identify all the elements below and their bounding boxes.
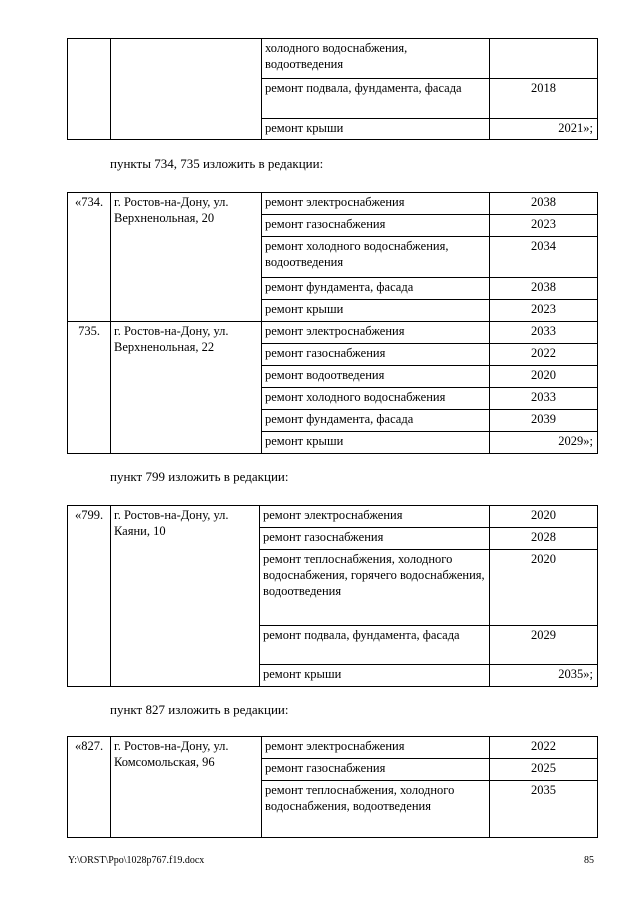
continuation-table: [67, 38, 598, 140]
work-cell: ремонт газоснабжения: [262, 344, 490, 366]
year-cell: [490, 39, 598, 79]
table-827: [67, 736, 598, 838]
table-row: [68, 193, 598, 215]
work-cell: ремонт электроснабжения: [262, 193, 490, 215]
work-cell: ремонт фундамента, фасада: [262, 410, 490, 432]
table-row: [68, 322, 598, 344]
year-cell: 2022: [490, 737, 598, 759]
work-cell: ремонт водоотведения: [262, 366, 490, 388]
work-cell: ремонт газоснабжения: [262, 215, 490, 237]
num-cell: 735.: [68, 322, 111, 454]
year-cell: 2021»;: [490, 119, 598, 140]
year-cell: 2023: [490, 300, 598, 322]
year-cell: 2034: [490, 237, 598, 278]
year-cell: 2038: [490, 278, 598, 300]
year-cell: 2033: [490, 322, 598, 344]
address-cell: г. Ростов-на-Дону, ул. Верхненольная, 22: [111, 322, 262, 454]
year-cell: 2039: [490, 410, 598, 432]
work-cell: ремонт электроснабжения: [260, 506, 490, 528]
year-cell: 2020: [490, 506, 598, 528]
num-cell: [68, 39, 111, 140]
paragraph-734-735: пункты 734, 735 изложить в редакции:: [110, 156, 324, 171]
work-cell: ремонт крыши: [262, 300, 490, 322]
year-cell: 2028: [490, 528, 598, 550]
work-cell: ремонт теплоснабжения, холодного водоснабжения, горячего водоснабжения, водоотведения: [260, 550, 490, 626]
year-cell: 2018: [490, 79, 598, 119]
work-cell: холодного водоснабжения, водоотведения: [262, 39, 490, 79]
work-cell: ремонт крыши: [262, 432, 490, 454]
num-cell: «734.: [68, 193, 111, 322]
year-cell: 2022: [490, 344, 598, 366]
address-cell: [111, 39, 262, 140]
work-cell: ремонт газоснабжения: [260, 528, 490, 550]
table-row: [68, 737, 598, 759]
year-cell: 2035: [490, 781, 598, 838]
num-cell: «827.: [68, 737, 111, 838]
footer-file-path: Y:\ORST\Ppo\1028p767.f19.docx: [68, 855, 205, 866]
num-cell: «799.: [68, 506, 111, 687]
work-cell: ремонт электроснабжения: [262, 737, 490, 759]
year-cell: 2035»;: [490, 665, 598, 687]
work-cell: ремонт холодного водоснабжения: [262, 388, 490, 410]
work-cell: ремонт крыши: [260, 665, 490, 687]
address-cell: г. Ростов-на-Дону, ул. Комсомольская, 96: [111, 737, 262, 838]
address-cell: г. Ростов-на-Дону, ул. Каяни, 10: [111, 506, 260, 687]
work-cell: ремонт подвала, фундамента, фасада: [262, 79, 490, 119]
work-cell: ремонт газоснабжения: [262, 759, 490, 781]
year-cell: 2023: [490, 215, 598, 237]
work-cell: ремонт электроснабжения: [262, 322, 490, 344]
table-row: [68, 39, 598, 79]
table-734-735: [67, 192, 598, 454]
year-cell: 2029»;: [490, 432, 598, 454]
work-cell: ремонт фундамента, фасада: [262, 278, 490, 300]
year-cell: 2033: [490, 388, 598, 410]
work-cell: ремонт подвала, фундамента, фасада: [260, 626, 490, 665]
work-cell: ремонт холодного водоснабжения, водоотведения: [262, 237, 490, 278]
year-cell: 2025: [490, 759, 598, 781]
table-799: [67, 505, 598, 687]
year-cell: 2020: [490, 366, 598, 388]
work-cell: ремонт крыши: [262, 119, 490, 140]
paragraph-799: пункт 799 изложить в редакции:: [110, 469, 289, 484]
address-cell: г. Ростов-на-Дону, ул. Верхненольная, 20: [111, 193, 262, 322]
footer-page-number: 85: [584, 855, 594, 866]
year-cell: 2020: [490, 550, 598, 626]
table-row: [68, 506, 598, 528]
paragraph-827: пункт 827 изложить в редакции:: [110, 702, 289, 717]
year-cell: 2038: [490, 193, 598, 215]
work-cell: ремонт теплоснабжения, холодного водоснабжения, водоотведения: [262, 781, 490, 838]
year-cell: 2029: [490, 626, 598, 665]
